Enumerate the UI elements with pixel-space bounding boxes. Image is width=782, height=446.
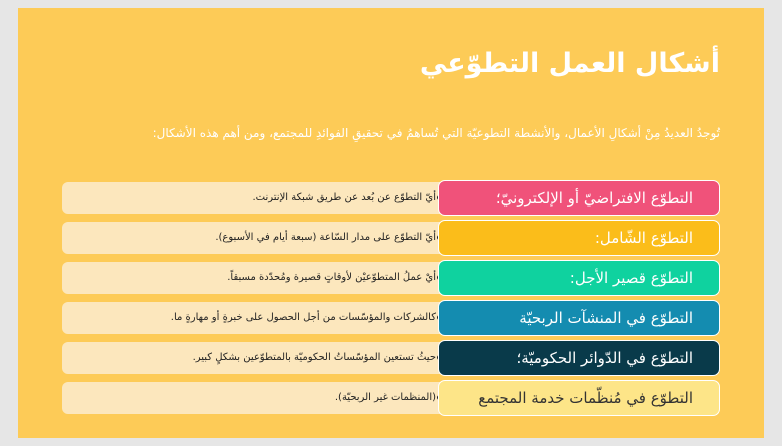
form-label: التطوّع في الدّوائر الحكوميّة؛ — [438, 340, 720, 376]
form-label: التطوّع قصير الأجل: — [438, 260, 720, 296]
form-label: التطوّع في مُنظّمات خدمة المجتمع — [438, 380, 720, 416]
form-label: التطوّع الشّامل: — [438, 220, 720, 256]
form-description — [62, 302, 460, 334]
form-label: التطوّع الافتراضيّ أو الإلكترونيّ؛ — [438, 180, 720, 216]
form-description-text: حيثُ تستعين المؤسّساتُ الحكوميّة بالمتطوّعين بشكلٍ كبير. — [192, 352, 436, 363]
form-description — [62, 382, 460, 414]
slide-title: أشكال العمل التطوّعي — [419, 48, 720, 79]
slide — [18, 8, 764, 438]
form-description-text: أيّ التطوّع على مدار السّاعة (سبعة أيام في الأسبوع). — [215, 232, 436, 243]
form-label: التطوّع في المنشآت الربحيّة — [438, 300, 720, 336]
form-description-text: أيّ التطوّع عن بُعد عن طريق شبكة الإنترنت. — [252, 192, 436, 203]
form-description-text: كالشركات والمؤسّسات من أجل الحصول على خبرةٍ أو مهارةٍ ما. — [170, 312, 436, 323]
form-row — [18, 300, 764, 336]
form-description-text: (المنظمات غير الربحيّة). — [334, 392, 436, 403]
form-description — [62, 222, 460, 254]
form-row — [18, 180, 764, 216]
form-row — [18, 220, 764, 256]
form-row — [18, 380, 764, 416]
form-row — [18, 260, 764, 296]
form-description — [62, 182, 460, 214]
form-description-text: أيْ عملُ المتطوّعيْن لأوقاتٍ قصيرة ومُحدّدة مسبقاً. — [227, 272, 436, 283]
form-row — [18, 340, 764, 376]
form-description — [62, 342, 460, 374]
form-description — [62, 262, 460, 294]
intro-paragraph: تُوجدُ العديدُ مِنْ أشكالِ الأعمال، والأنشطة التطوعيّة التي تُساهمُ في تحقيقِ الفوائدِ للمجتمع، ومن أهم هذه الأشكال: — [152, 126, 720, 140]
